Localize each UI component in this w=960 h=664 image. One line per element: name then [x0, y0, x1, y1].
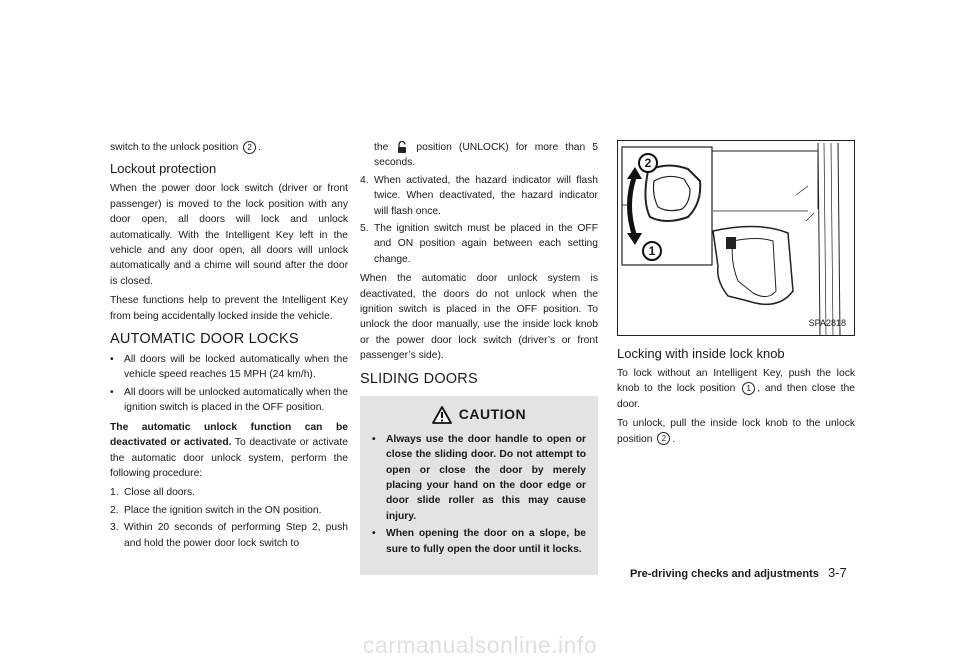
paragraph-manual-unlock: When the automatic door unlock system is deactivated, the doors do not unlock when the ignition switch is placed in the OFF position. To unlock the door manually, use the inside lock knob or the power door lock switch (driver’s or front passenger’s side).: [360, 273, 598, 362]
list-item: [360, 140, 598, 171]
step-text: When activated, the hazard indicator will flash twice. When deactivated, the hazard indicator will flash once.: [374, 174, 598, 217]
list-item: [110, 485, 348, 500]
list-item: • Always use the door handle to open or close the sliding door. Do not attempt to open or close the door by merely placing your hand on the door edge or door slide roller as this may cause injury.: [372, 432, 586, 524]
list-item: • All doors will be locked automatically when the vehicle speed reaches 15 MPH (24 km/h).: [110, 352, 348, 383]
caution-list: [372, 432, 586, 557]
column-right: [617, 140, 855, 451]
paragraph-lockout-2: These functions help to prevent the Intelligent Key from being accidentally locked inside the vehicle.: [110, 295, 348, 322]
paragraph-unlock-knob: [617, 416, 855, 447]
list-item: [360, 173, 598, 219]
step-number: 1.: [110, 487, 119, 499]
auto-lock-bullet-list: [110, 352, 348, 416]
unlock-padlock-icon: [397, 141, 407, 153]
heading-sliding-doors: SLIDING DOORS: [360, 370, 478, 387]
footer-page-number: 3-7: [827, 565, 847, 580]
paragraph-text: To unlock, pull the inside lock knob to the unlock position: [617, 418, 855, 445]
paragraph-lock-knob: [617, 366, 855, 412]
paragraph-text: , and then close the door.: [617, 383, 855, 410]
step-text: position (UNLOCK) for more than 5 seconds.: [374, 142, 598, 169]
procedure-steps-continued: [360, 140, 598, 267]
caution-title: CAUTION: [458, 405, 527, 422]
heading-automatic-door-locks: AUTOMATIC DOOR LOCKS: [110, 331, 299, 348]
bold-statement: The automatic unlock function can be deactivated or activated.: [110, 421, 348, 449]
step-text: Close all doors.: [124, 487, 195, 499]
callout-number-marker: 2: [243, 141, 256, 154]
list-item: [110, 503, 348, 518]
step-number: 3.: [110, 522, 119, 534]
column-middle: [360, 140, 598, 575]
warning-triangle-icon: [432, 406, 452, 424]
callout-1-marker: 1: [642, 241, 662, 261]
paragraph-unlock-position: [110, 140, 348, 155]
list-item: [110, 520, 348, 551]
step-number: 4.: [360, 174, 369, 186]
paragraph-text: switch to the unlock position: [110, 142, 239, 153]
paragraph-lockout-1: When the power door lock switch (driver or front passenger) is moved to the lock position with any door open, all doors will lock and unlock automatically. With the Intelligent Key left in the vehicle and any door open, all doors will unlock automatically and a chime will sound after the door is closed.: [110, 183, 348, 287]
heading-lockout-protection: Lockout protection: [110, 161, 217, 177]
column-left: [110, 140, 348, 555]
watermark: carmanualsonline.info: [362, 632, 598, 658]
list-item: [360, 221, 598, 267]
step-number: 5.: [360, 223, 369, 235]
footer-section-title: Pre-driving checks and adjustments: [630, 568, 819, 580]
paragraph-text: To lock without an Intelligent Key, push the lock knob to the lock position: [617, 368, 855, 395]
callout-2-marker: 2: [638, 153, 658, 173]
step-number: 2.: [110, 504, 119, 516]
paragraph-text: .: [672, 433, 676, 445]
step-text: The ignition switch must be placed in the OFF and ON position again between each setting change.: [374, 223, 598, 265]
paragraph-auto-unlock: [110, 420, 348, 482]
list-item: • When opening the door on a slope, be sure to fully open the door until it locks.: [372, 526, 586, 557]
procedure-steps: [110, 485, 348, 551]
door-lock-knob-illustration: [617, 140, 855, 336]
caution-header: [372, 406, 586, 424]
caution-box: [360, 396, 598, 575]
page-footer: [630, 565, 847, 580]
paragraph-text: .: [258, 142, 261, 153]
list-item: • All doors will be unlocked automatically when the ignition switch is placed in the OFF position.: [110, 385, 348, 416]
step-text: the: [374, 142, 389, 153]
callout-number-marker: 1: [742, 382, 755, 395]
figure-code: SPA2818: [808, 317, 846, 328]
step-text: Within 20 seconds of performing Step 2, push and hold the power door lock switch to: [124, 522, 348, 549]
heading-locking-inside-knob: Locking with inside lock knob: [617, 346, 785, 361]
paragraph-text: To deactivate or activate the automatic door unlock system, perform the following procedure:: [110, 437, 348, 479]
step-text: Place the ignition switch in the ON position.: [124, 504, 322, 516]
callout-number-marker: 2: [657, 432, 670, 445]
